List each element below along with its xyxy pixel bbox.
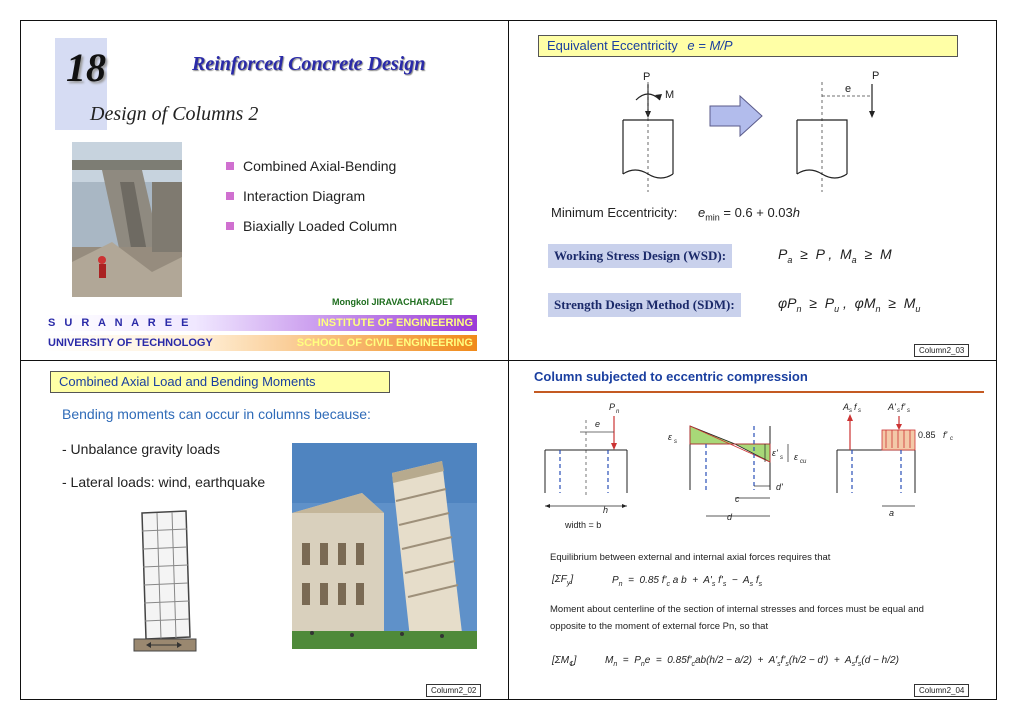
svg-text:a: a: [889, 508, 895, 518]
axial-eq-label: $[\Sigma F_y]$: [552, 574, 574, 587]
svg-text:f': f': [901, 402, 906, 412]
svg-text:s: s: [674, 439, 677, 445]
section-diagram: [540, 398, 970, 543]
institute-name: INSTITUTE OF ENGINEERING: [317, 317, 473, 329]
load-p-left: P: [643, 71, 651, 83]
svg-text:A': A': [888, 402, 896, 412]
intro-text: Bending moments can occur in columns because:: [62, 406, 371, 422]
svg-text:h: h: [603, 505, 609, 515]
slide-subtitle: Design of Columns 2: [90, 103, 259, 125]
svg-text:ε': ε': [772, 448, 778, 458]
svg-text:s: s: [897, 408, 900, 414]
wsd-formula: $P_a \ge P$ , $M_a \ge M$: [778, 246, 892, 265]
min-ecc-formula: $e_{min} = 0.6 + 0.03h$: [698, 205, 800, 223]
svg-text:d': d': [776, 482, 783, 492]
svg-text:ε: ε: [794, 452, 798, 462]
list-item: - Unbalance gravity loads: [62, 441, 220, 457]
bullet-item: Interaction Diagram: [226, 188, 365, 204]
slide-id: Column2_04: [914, 684, 969, 697]
horizontal-divider: [20, 360, 997, 361]
svg-text:n: n: [616, 409, 620, 415]
heading-math: e = M/P: [687, 38, 733, 53]
moment-m: M: [665, 89, 675, 101]
bullet-item: Combined Axial-Bending: [226, 158, 396, 174]
svg-text:c: c: [735, 494, 740, 504]
svg-text:ε: ε: [668, 432, 672, 442]
svg-text:c: c: [950, 436, 953, 442]
slide-id: Column2_02: [426, 684, 481, 697]
axial-equation: $P_n = 0.85$ $f'_c$ a $b + A'_s$ $f'_s - A_s$ $f_s$: [612, 575, 763, 588]
svg-text:s: s: [858, 408, 861, 414]
list-item: - Lateral loads: wind, earthquake: [62, 474, 266, 490]
svg-text:cu: cu: [800, 459, 807, 465]
eccentricity-diagram: [600, 62, 900, 202]
svg-text:e: e: [595, 419, 601, 429]
svg-text:s: s: [907, 408, 910, 414]
course-title: Reinforced Concrete Design: [192, 53, 426, 75]
svg-text:f': f': [943, 430, 948, 440]
heading-rule: [534, 391, 984, 393]
slide-heading: Combined Axial Load and Bending Moments: [50, 371, 390, 393]
chapter-number: 18: [66, 45, 106, 90]
svg-text:s: s: [780, 455, 783, 461]
svg-text:0.85: 0.85: [918, 430, 936, 440]
load-p-right: P: [872, 70, 880, 82]
heading-text: Equivalent Eccentricity: [547, 38, 678, 53]
moment-text: Moment about centerline of the section of internal stresses and forces must be equal and opposite to the moment of external force Pn, so that: [550, 604, 924, 632]
slide-heading: [538, 35, 958, 57]
min-ecc-label: Minimum Eccentricity:: [551, 205, 678, 220]
moment-equation: $M_n = P_ne = 0.85f'_cab(h/2 - a/2) + A'_sf'_s(h/2 - d') + A_sf_s(d - h/2)$: [605, 655, 899, 668]
slide-id: Column2_03: [914, 344, 969, 357]
leaning-tower-photo: [292, 443, 477, 649]
author-name: Mongkol JIRAVACHARADET: [332, 297, 454, 307]
university-type: UNIVERSITY OF TECHNOLOGY: [48, 337, 213, 349]
sdm-formula: $\varphi P_n \ge P_u$ , $\varphi M_n \ge M_u$: [778, 295, 921, 314]
sdm-label: Strength Design Method (SDM):: [548, 293, 741, 317]
university-name: S U R A N A R E E: [48, 317, 192, 329]
equilibrium-text: Equilibrium between external and internal axial forces requires that: [550, 552, 831, 563]
svg-text:width = b: width = b: [565, 520, 602, 530]
slide-heading: Column subjected to eccentric compression: [534, 369, 808, 384]
eccentricity-e: e: [845, 83, 852, 95]
school-name: SCHOOL OF CIVIL ENGINEERING: [296, 337, 473, 349]
bullet-item: Biaxially Loaded Column: [226, 218, 397, 234]
svg-text:f: f: [854, 402, 857, 412]
svg-text:P: P: [609, 402, 616, 412]
svg-text:A: A: [843, 402, 850, 412]
wsd-label: Working Stress Design (WSD):: [548, 244, 732, 268]
collapsed-column-photo: [72, 142, 182, 297]
moment-eq-label: $[\Sigma M_℄]$: [552, 655, 577, 668]
svg-text:d: d: [727, 512, 733, 522]
leaning-frame-diagram: [128, 505, 208, 665]
svg-text:s: s: [849, 408, 852, 414]
